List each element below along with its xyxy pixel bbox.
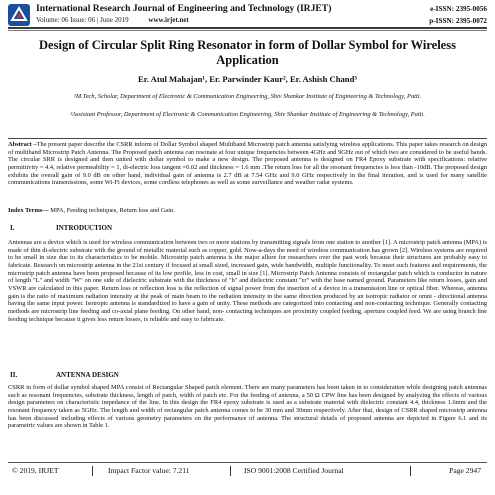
introduction-text: Antennas are a device which is used for wireless communication between two or more stations by transmitting signals from one station to another [1]. A microstrip patch antenna (MPA) is made of thin di-electric substrate with the ground of metallic material such as copper, gold. Now-a-days the need of wireless communication has grown [2]. Wireless systems are required to be small in size due to its characteristics to be mobile. Microstrip patch antenna is the major allure for researchers over the past work because their structures are probably easy to fabricate. Research on microstrip antenna in the 21st century if focused at small sized, increased gain, wide bandwidth, multiple functionality. To meet such features and requirements, the microstrip patch antenna have been proposed because of its low profile, less in cost, small in size [1]. Microstrip Patch Antenna consists of rectangular patch which is conductor in nature of length "L" and width "W" on one side of dielectric substrate with the thickness of "h" and dielectric constant "εr" with the base named ground. Parameters like return losses, gain and VSWR are calculated in this paper. Return loss or reflection loss is the reflection of signal power from the insertion of a device in a transmission line or optical fiber. Whereas, antenna gain is the ratio of maximum radiation intensity at the peak of main beam to the radiation intensity in the same direction produced by an isotropic radiator or omni - directional antenna having the same input power. Isotropic antenna is standardized to have a gain of unity. These methods are categorized into contacting and non-contacting technique. Generally contacting methods are microstrip line feeding and co-axial plane feeding. On other hand, non- contacting techniques are proximity coupled feeding, aperture coupled feed. We are using branch line feeding technique because it gives less return losses, is reliable and easy to fabricate.: [8, 239, 487, 323]
abstract-divider: [8, 138, 487, 139]
footer-divider: [410, 466, 411, 476]
index-terms: [8, 207, 487, 214]
index-terms-label: Index Terms—: [8, 207, 49, 214]
affiliation-2: ²Assistant Professor, Department of Electronic & Communication Engineering, Shiv Shankar Institute of Engineering & Technology, Patti.: [70, 111, 425, 118]
p-issn: p-ISSN: 2395-0072: [429, 17, 487, 25]
author-list: Er. Atul Mahajan¹, Er. Parwinder Kaur², Er. Ashish Chand³: [138, 74, 357, 84]
index-terms-text: MPA, Feeding techniques, Return loss and Gain.: [48, 207, 175, 214]
antenna-design-text: CSRR in form of dollar symbol shaped MPA consist of Rectangular Shaped patch element. There are many parameters has been taken in to consideration while designing patch antennas such as resonant frequencies, substrate thickness, length of patch, width of patch etc. For the feeding of antenna, a 50 Ω CPW line has been designed by analyzing the effects of various design parameters on characteristic impedance of the line. In this design the FR4 epoxy substrate is used as a substrate material with dielectric constant 4.4, thickness 1.6mm and the resonant frequency taken as 5GHz. The length and width of rectangular patch antenna comes to be 30 mm and 30mm respectively. After that, design of CSRR shaped microstrip antenna has been discussed including effects of various geometry parameters on the performance of antenna. The structural details of proposed antenna are depicted in Figure 6.1 and its parametric values are shown in Table 1.: [8, 384, 487, 430]
volume-line: [36, 15, 366, 26]
paper-title: Design of Circular Split Ring Resonator in form of Dollar Symbol for Wireless Application: [39, 38, 456, 67]
affiliation-1: ¹M.Tech, Scholar, Department of Electronic & Communication Engineering, Shiv Shankar Institute of Engineering & Technology, Patti.: [73, 93, 422, 100]
journal-header: [4, 3, 491, 27]
volume-issue: Volume: 06 Issue: 06 | June 2019: [36, 16, 129, 24]
copyright: © 2019, IRJET: [12, 466, 59, 475]
irjet-logo-icon: [8, 4, 30, 26]
issn-block: [429, 3, 487, 27]
section-title: INTRODUCTION: [56, 224, 113, 232]
footer-divider: [92, 466, 93, 476]
header-rule-thin: [8, 30, 487, 31]
section-heading-introduction: [10, 224, 112, 232]
abstract: [8, 141, 487, 187]
journal-url[interactable]: www.irjet.net: [148, 16, 189, 24]
impact-factor: Impact Factor value: 7.211: [108, 466, 190, 475]
section-title: ANTENNA DESIGN: [56, 371, 119, 379]
abstract-label: Abstract –: [8, 141, 37, 148]
footer-divider: [230, 466, 231, 476]
section-number: II.: [10, 371, 18, 379]
e-issn: e-ISSN: 2395-0056: [430, 5, 487, 13]
section-number: I.: [10, 224, 15, 232]
journal-name: International Research Journal of Engineering and Technology (IRJET): [36, 3, 332, 14]
section-heading-antenna-design: [10, 371, 119, 379]
footer-rule: [8, 462, 487, 463]
abstract-text: The present paper describe the CSRR inform of Dollar Symbol shaped Multiband Microstrip patch antenna satisfying wireless applications. This paper takes research on design of multiband Microstrip Patch Antenna. The Proposed patch antenna can resonate at four unique frequencies between 4GHz and 9GHz out of which two are considered to be useful bands. The circular SRR is designed and then united with dollar symbol to make a new design. The proposed antenna is designed on FR4 Epoxy substrate with specifications: relative permittivity = 4.4, relative permeability = 1, di-electric loss tangent =0.02 and thickness = 1.6 mm .The return loss for all the resonant frequencies is less than -10dB. The proposed design exhibits the overall gain of 9.0 dB on other hand, individual gain of antenna is 2.7 dB at 7.54 GHz and 9.0 GHz respectively in the final iteration, and is used for many satellite communications transmissions, some Wi-Fi devices, some cordless telephones as well as some surveillance and weather radar systems.: [8, 141, 487, 187]
iso-certification: ISO 9001:2008 Certified Journal: [244, 466, 344, 475]
header-rule: [8, 27, 487, 29]
header-center: [36, 3, 366, 26]
page-number: Page 2947: [449, 466, 481, 475]
